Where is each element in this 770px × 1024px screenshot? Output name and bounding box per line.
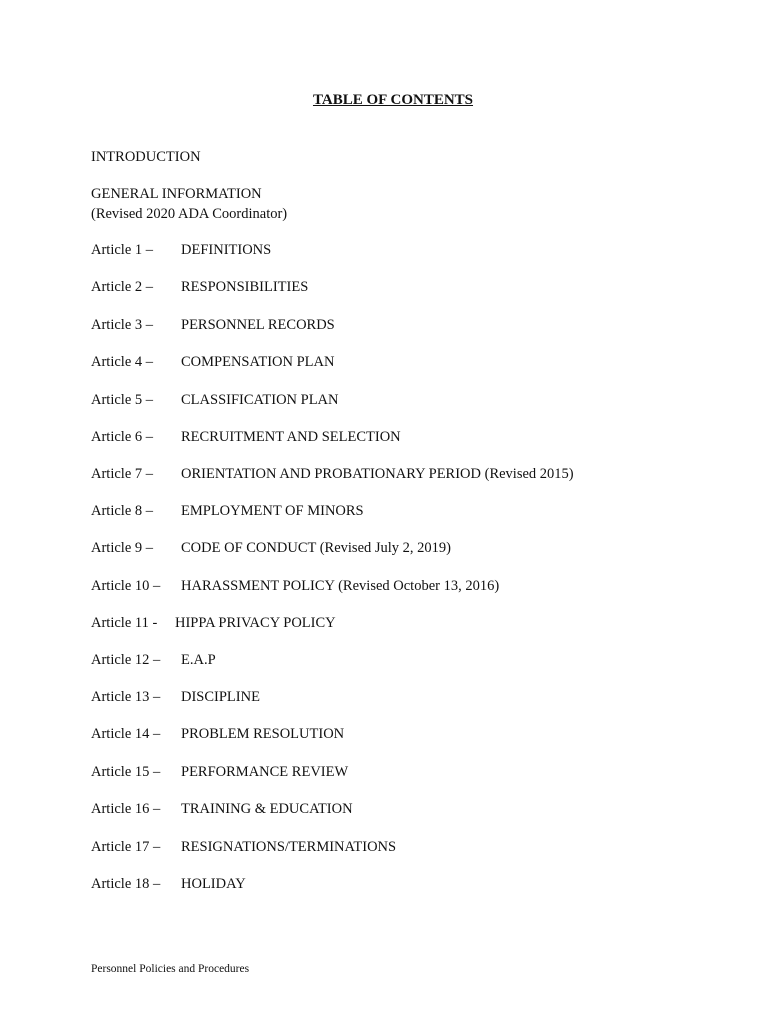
article-title: DEFINITIONS — [181, 242, 272, 258]
toc-article-row — [91, 392, 711, 412]
toc-introduction: INTRODUCTION — [91, 149, 201, 165]
article-title: TRAINING & EDUCATION — [181, 801, 353, 817]
article-number: Article 10 – — [91, 578, 161, 594]
article-title: PROBLEM RESOLUTION — [181, 726, 345, 742]
article-number: Article 6 – — [91, 429, 154, 445]
article-title: DISCIPLINE — [181, 689, 260, 705]
article-number: Article 12 – — [91, 652, 161, 668]
article-title: CODE OF CONDUCT (Revised July 2, 2019) — [181, 540, 451, 556]
toc-article-row — [91, 354, 711, 374]
article-title: HIPPA PRIVACY POLICY — [175, 615, 336, 631]
toc-article-row — [91, 578, 711, 598]
toc-article-row — [91, 689, 711, 709]
toc-article-row — [91, 839, 711, 859]
article-number: Article 13 – — [91, 689, 161, 705]
article-title: HOLIDAY — [181, 876, 246, 892]
article-title: HARASSMENT POLICY (Revised October 13, 2016) — [181, 578, 500, 594]
toc-article-row — [91, 317, 711, 337]
article-title: PERFORMANCE REVIEW — [181, 764, 349, 780]
toc-article-row — [91, 726, 711, 746]
article-title: CLASSIFICATION PLAN — [181, 392, 339, 408]
article-title: RECRUITMENT AND SELECTION — [181, 429, 401, 445]
toc-article-row — [91, 429, 711, 449]
article-number: Article 1 – — [91, 242, 154, 258]
toc-general-information-note: (Revised 2020 ADA Coordinator) — [91, 206, 288, 222]
article-number: Article 3 – — [91, 317, 154, 333]
page-title — [0, 92, 770, 109]
article-number: Article 11 - — [91, 615, 158, 631]
article-number: Article 2 – — [91, 279, 154, 295]
toc-article-row — [91, 279, 711, 299]
toc-article-row — [91, 540, 711, 560]
toc-article-row — [91, 466, 711, 486]
toc-article-row — [91, 242, 711, 262]
page-title-text: TABLE OF CONTENTS — [312, 92, 474, 108]
article-number: Article 4 – — [91, 354, 154, 370]
article-title: RESPONSIBILITIES — [181, 279, 309, 295]
toc-general-information: GENERAL INFORMATION — [91, 186, 262, 202]
page-footer: Personnel Policies and Procedures — [91, 963, 250, 975]
toc-article-row — [91, 615, 711, 635]
article-number: Article 9 – — [91, 540, 154, 556]
article-title: ORIENTATION AND PROBATIONARY PERIOD (Revised 2015) — [181, 466, 574, 482]
article-number: Article 17 – — [91, 839, 161, 855]
toc-article-row — [91, 764, 711, 784]
article-title: PERSONNEL RECORDS — [181, 317, 335, 333]
article-number: Article 5 – — [91, 392, 154, 408]
article-number: Article 16 – — [91, 801, 161, 817]
article-title: RESIGNATIONS/TERMINATIONS — [181, 839, 397, 855]
article-number: Article 18 – — [91, 876, 161, 892]
article-number: Article 8 – — [91, 503, 154, 519]
article-title: EMPLOYMENT OF MINORS — [181, 503, 364, 519]
article-title: COMPENSATION PLAN — [181, 354, 335, 370]
toc-article-row — [91, 876, 711, 896]
article-number: Article 14 – — [91, 726, 161, 742]
toc-article-row — [91, 503, 711, 523]
toc-article-row — [91, 801, 711, 821]
article-number: Article 15 – — [91, 764, 161, 780]
article-title: E.A.P — [181, 652, 216, 668]
article-number: Article 7 – — [91, 466, 154, 482]
toc-article-row — [91, 652, 711, 672]
